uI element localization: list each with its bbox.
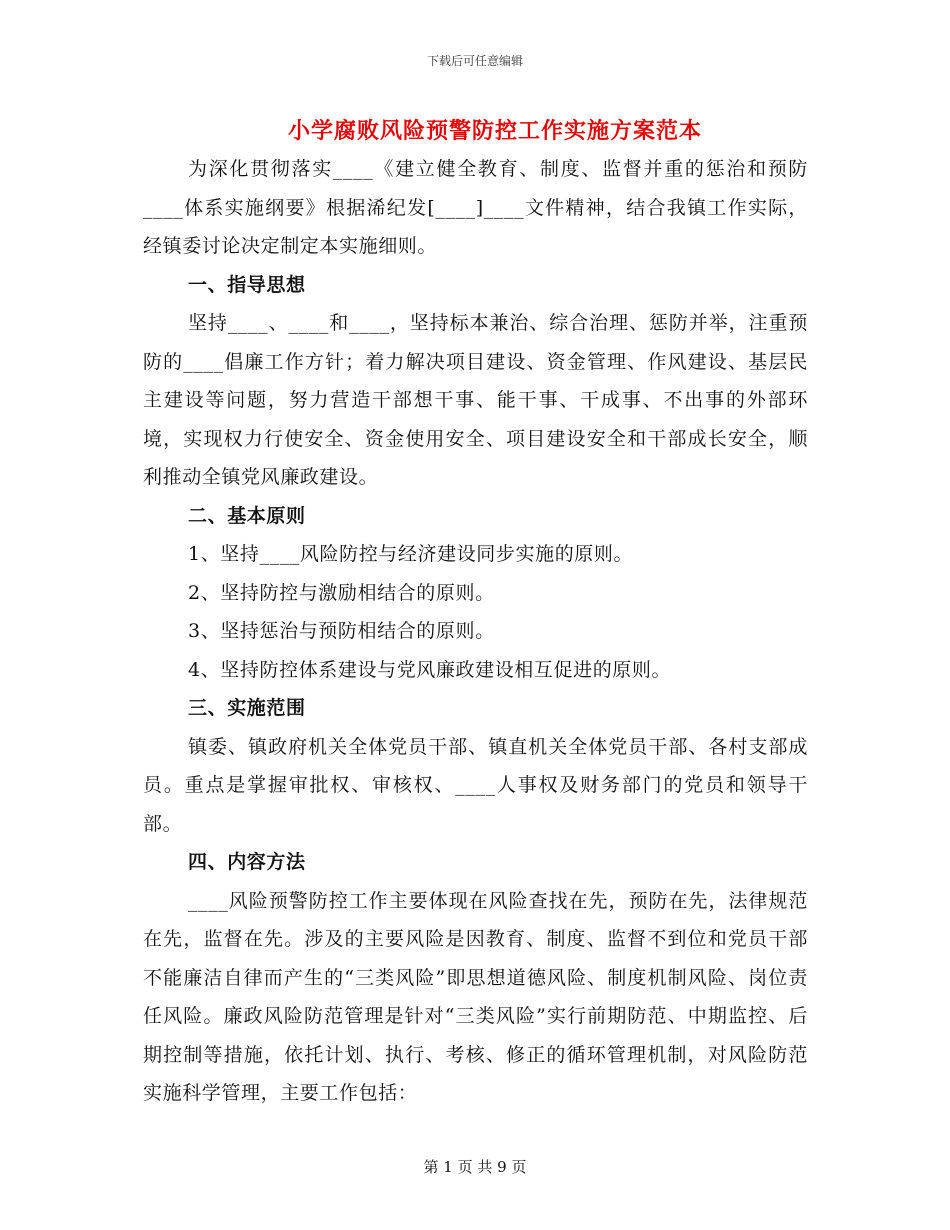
document-body — [143, 150, 808, 1113]
principle-item: 4、坚持防控体系建设与党风廉政建设相互促进的原则。 — [188, 658, 672, 681]
principle-item: 1、坚持____风险防控与经济建设同步实施的原则。 — [188, 543, 634, 565]
principle-item: 3、坚持惩治与预防相结合的原则。 — [188, 620, 495, 642]
guiding-ideology-paragraph: 坚持____、____和____，坚持标本兼治、综合治理、惩防并举，注重预防的____倡廉工作方针；着力解决项目建设、资金管理、作风建设、基层民主建设等问题，努力营造干部想干事、能干事、干成事、不出事的外部环境，实现权力行使安全、资金使用安全、项目建设安全和干部成长安全，顺利推动全镇党风廉政建设。 — [143, 312, 808, 488]
methods-paragraph: ____风险预警防控工作主要体现在风险查找在先，预防在先，法律规范在先，监督在先。涉及的主要风险是因教育、制度、监督不到位和党员干部不能廉洁自律而产生的“三类风险”即思想道德风险、制度机制风险、岗位责任风险。廉政风险防范管理是针对“三类风险”实行前期防范、中期监控、后期控制等措施，依托计划、执行、考核、修正的循环管理机制，对风险防范实施科学管理，主要工作包括： — [143, 889, 808, 1104]
scope-paragraph: 镇委、镇政府机关全体党员干部、镇直机关全体党员干部、各村支部成员。重点是掌握审批权、审核权、____人事权及财务部门的党员和领导干部。 — [143, 735, 808, 835]
section-heading-methods: 四、内容方法 — [188, 851, 306, 873]
principle-item: 2、坚持防控与激励相结合的原则。 — [188, 581, 495, 604]
intro-paragraph: 为深化贯彻落实____《建立健全教育、制度、监督并重的惩治和预防____体系实施纲要》根据浠纪发[____]____文件精神，结合我镇工作实际，经镇委讨论决定制定本实施细则。 — [143, 158, 808, 257]
section-heading-scope: 三、实施范围 — [188, 697, 306, 719]
section-heading-guiding-ideology: 一、指导思想 — [188, 273, 306, 296]
page-header-note: 下载后可任意编辑 — [426, 54, 523, 68]
section-heading-basic-principles: 二、基本原则 — [188, 504, 306, 527]
page-number-footer: 第 1 页 共 9 页 — [423, 1158, 527, 1176]
document-title: 小学腐败风险预警防控工作实施方案范本 — [287, 118, 702, 144]
